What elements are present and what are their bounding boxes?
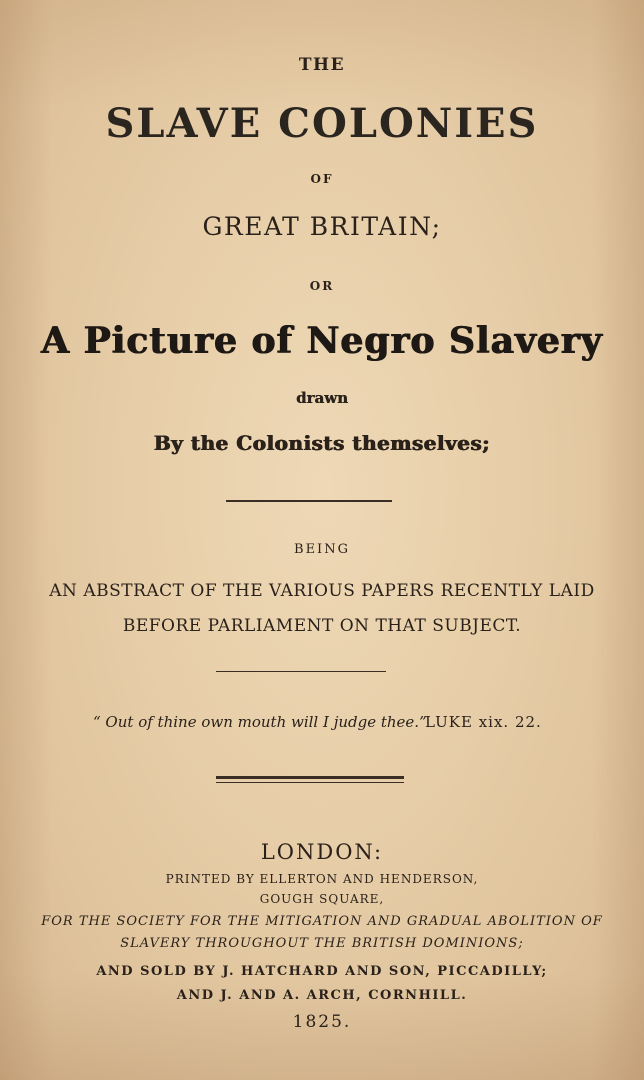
divider-rule-2 xyxy=(216,671,386,672)
imprint-year: 1825. xyxy=(292,1012,352,1032)
title-the: THE xyxy=(298,55,346,75)
epigraph-quote: “ Out of thine own mouth will I judge thee.” xyxy=(93,713,427,731)
imprint-address: GOUGH SQUARE, xyxy=(259,892,385,906)
imprint-sold-line-1: AND SOLD BY J. HATCHARD AND SON, PICCADILLY; xyxy=(96,964,548,979)
imprint-society-line-1: FOR THE SOCIETY FOR THE MITIGATION AND GRADUAL ABOLITION OF xyxy=(41,914,603,929)
epigraph-citation: LUKE xix. 22. xyxy=(425,713,542,731)
divider-rule-1 xyxy=(226,500,392,502)
subtitle-by-colonists: By the Colonists themselves; xyxy=(153,431,491,455)
abstract-line-1: AN ABSTRACT OF THE VARIOUS PAPERS RECENTLY LAID xyxy=(49,581,595,601)
imprint-printer: PRINTED BY ELLERTON AND HENDERSON, xyxy=(165,872,479,886)
imprint-sold-line-2: AND J. AND A. ARCH, CORNHILL. xyxy=(176,988,468,1003)
subtitle-picture: A Picture of Negro Slavery xyxy=(41,320,603,362)
subtitle-drawn: drawn xyxy=(296,389,348,407)
being-label: BEING xyxy=(294,542,350,557)
imprint-city: LONDON: xyxy=(260,840,384,864)
epigraph xyxy=(0,713,644,735)
divider-rule-3b xyxy=(216,782,404,783)
title-or: OR xyxy=(309,279,335,293)
imprint-society-line-2: SLAVERY THROUGHOUT THE BRITISH DOMINIONS; xyxy=(120,936,524,951)
title-of: OF xyxy=(310,172,334,186)
divider-rule-3a xyxy=(216,776,404,779)
main-title: SLAVE COLONIES xyxy=(105,100,539,147)
abstract-line-2: BEFORE PARLIAMENT ON THAT SUBJECT. xyxy=(122,616,522,636)
title-great-britain: GREAT BRITAIN; xyxy=(202,212,442,241)
